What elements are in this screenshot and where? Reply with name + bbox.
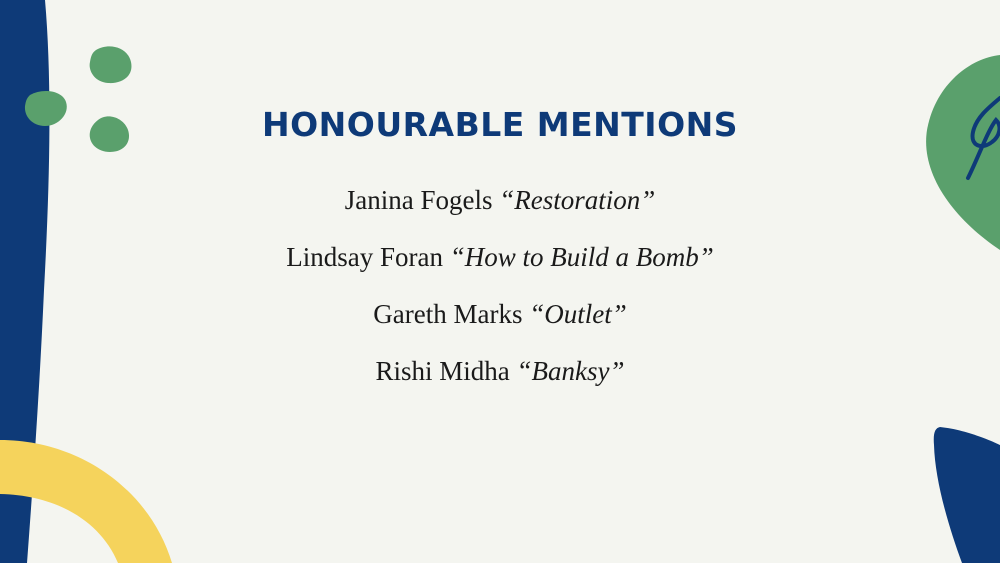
mention-author: Janina Fogels xyxy=(344,185,493,215)
mention-author: Gareth Marks xyxy=(373,299,523,329)
mentions-list xyxy=(0,178,1000,406)
mention-work: “Banksy” xyxy=(516,356,625,386)
mention-author: Lindsay Foran xyxy=(286,242,443,272)
list-item xyxy=(0,235,1000,292)
navy-leaf-right-shape xyxy=(934,427,1000,563)
mention-work: “How to Build a Bomb” xyxy=(449,242,714,272)
list-item xyxy=(0,349,1000,406)
page-title: HONOURABLE MENTIONS xyxy=(261,105,739,144)
list-item xyxy=(0,178,1000,235)
mention-work: “Restoration” xyxy=(499,185,656,215)
mention-author: Rishi Midha xyxy=(375,356,510,386)
mention-work: “Outlet” xyxy=(529,299,627,329)
green-blob-top-shape xyxy=(90,46,132,83)
list-item xyxy=(0,292,1000,349)
